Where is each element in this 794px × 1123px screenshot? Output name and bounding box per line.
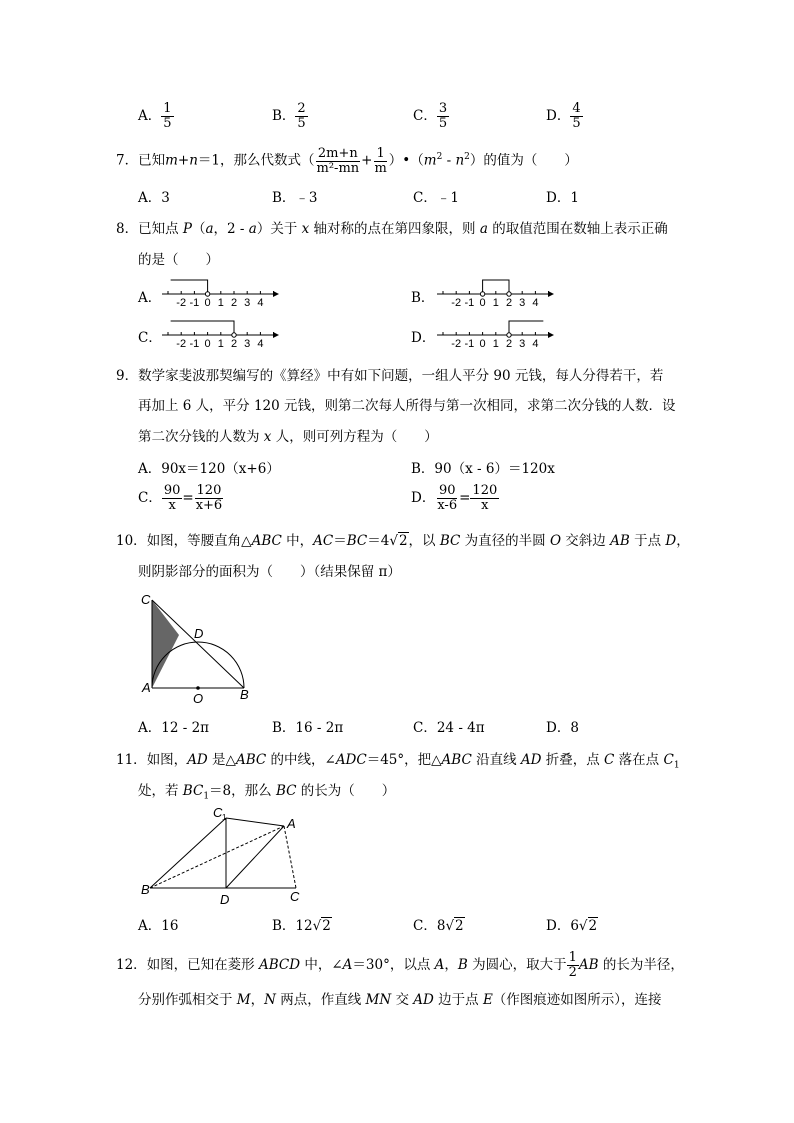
var: AD — [520, 752, 542, 768]
text: 分别作弧相交于 — [138, 992, 237, 1008]
label-d: D — [194, 626, 204, 641]
text: 折叠，点 — [541, 752, 605, 768]
text: ， — [250, 992, 265, 1008]
q8-stem-line2: 的是（ ） — [138, 252, 219, 268]
label-a: A — [287, 816, 296, 831]
option-label: D． — [546, 720, 571, 736]
option-label: B． — [272, 720, 296, 736]
tick-label: 4 — [257, 338, 264, 350]
var: BC — [275, 783, 297, 799]
numerator: 120 — [196, 483, 222, 498]
var: a — [248, 221, 257, 237]
tick-label: 1 — [492, 297, 499, 309]
var: B — [457, 957, 468, 973]
tick-label: 4 — [257, 297, 264, 309]
segment-ac — [284, 826, 296, 888]
denominator: x+6 — [195, 498, 223, 513]
denominator: x — [168, 498, 176, 513]
var: a — [479, 221, 488, 237]
sqrt: √2 — [389, 533, 408, 549]
fraction — [470, 484, 499, 513]
option-text: 3 — [161, 190, 170, 206]
numerator: 120 — [472, 483, 498, 498]
label-o: O — [193, 691, 204, 706]
q7-option-a[interactable] — [138, 186, 170, 206]
option-label: C． — [413, 108, 437, 124]
label-b: B — [240, 687, 249, 702]
open-endpoint — [480, 292, 484, 296]
option-label: A． — [138, 720, 162, 736]
q11-stem-line1 — [116, 748, 680, 771]
numerator: 2 — [297, 101, 306, 116]
open-endpoint — [232, 333, 236, 337]
var: AD — [413, 992, 434, 1008]
var: O — [549, 533, 562, 549]
var: A — [434, 957, 445, 973]
text: 为圆心，取大于 — [467, 957, 567, 973]
solution-bracket — [483, 280, 509, 292]
numerator: 90 — [163, 483, 181, 498]
var: ABCD — [258, 957, 301, 973]
denominator: m — [374, 160, 387, 176]
option-label: C． — [413, 190, 437, 206]
text: 的取值范围在数轴上表示正确 — [487, 221, 668, 237]
q8-number-line-c[interactable] — [160, 315, 285, 351]
text: ）关于 — [256, 221, 302, 237]
segment-bc1 — [150, 818, 226, 888]
var: E — [482, 992, 493, 1008]
text: ，以 — [408, 533, 440, 549]
var: BC — [182, 783, 204, 799]
tick-label: 2 — [230, 338, 238, 350]
open-endpoint — [507, 333, 511, 337]
text: 于点 — [629, 533, 666, 549]
var: m — [423, 152, 437, 169]
q10-figure — [136, 588, 266, 706]
text: - — [442, 152, 456, 169]
sup: 2 — [464, 152, 470, 162]
open-endpoint — [205, 292, 209, 296]
q11-figure — [136, 802, 316, 908]
denominator: 2 — [568, 965, 577, 980]
tick-label: 1 — [492, 338, 499, 350]
tick-label: -1 — [189, 297, 200, 309]
tick-label: 0 — [479, 338, 486, 350]
option-text: 24 - 4π — [436, 720, 485, 736]
text: = — [459, 490, 471, 506]
numerator: 3 — [438, 101, 448, 116]
q8-stem-line1 — [116, 217, 668, 237]
denominator: m²-mn — [316, 160, 360, 176]
numerator: 1 — [163, 101, 172, 116]
text: ＝ — [333, 533, 347, 549]
q8-option-b-label[interactable]: B． — [411, 290, 435, 306]
radicand: 2 — [322, 918, 331, 934]
q9-option-a[interactable] — [138, 457, 280, 477]
option-label: A． — [138, 918, 162, 934]
var: x — [301, 221, 310, 237]
option-label: B． — [272, 190, 296, 206]
option-label: D． — [411, 490, 436, 506]
segment-ba — [150, 826, 284, 888]
sub: 1 — [673, 760, 680, 771]
fraction-1 — [315, 147, 362, 176]
var: P — [182, 221, 192, 237]
option-label: C． — [413, 720, 437, 736]
fraction — [162, 484, 183, 513]
tick-label: -1 — [464, 338, 475, 350]
q9-option-b[interactable] — [411, 457, 555, 477]
tick-label: 0 — [204, 338, 211, 350]
text: 已知 — [138, 152, 166, 169]
var: AB — [578, 957, 599, 973]
fraction — [570, 102, 582, 131]
var: N — [264, 992, 276, 1008]
q10-option-b[interactable] — [272, 716, 343, 736]
text: 是△ — [207, 752, 236, 768]
fraction — [295, 102, 307, 131]
text: 如图， — [146, 752, 188, 768]
q12-stem-line2 — [138, 988, 662, 1008]
q6-option-d[interactable] — [546, 102, 583, 131]
var: A — [342, 957, 353, 973]
option-label: D． — [546, 108, 571, 124]
fraction — [435, 484, 459, 513]
solution-bracket — [509, 321, 543, 333]
text: 交斜边 — [561, 533, 611, 549]
text: + — [361, 152, 373, 169]
var: ABC — [235, 752, 267, 768]
var: M — [236, 992, 251, 1008]
tick-label: 3 — [519, 338, 526, 350]
open-endpoint — [507, 292, 511, 296]
text: （ — [191, 221, 206, 237]
fraction — [194, 484, 225, 513]
var: ABC — [441, 752, 472, 768]
option-text: 8 — [436, 918, 446, 934]
tick-label: -2 — [451, 297, 462, 309]
q10-stem-line1 — [116, 529, 690, 549]
denominator: 5 — [572, 116, 581, 131]
text: 已知点 — [138, 221, 183, 237]
tick-label: 3 — [244, 297, 251, 309]
var: x — [263, 429, 272, 445]
var: ADC — [335, 752, 367, 768]
tick-label: 2 — [230, 297, 238, 309]
numerator: 4 — [572, 101, 581, 116]
question-number: 12． — [116, 957, 147, 973]
question-number: 11． — [116, 752, 147, 768]
var: MN — [365, 992, 392, 1008]
option-label: C． — [138, 490, 162, 506]
q9-option-d[interactable] — [411, 484, 499, 513]
var: n — [455, 152, 465, 169]
fraction-2 — [372, 147, 388, 176]
numerator: 1 — [568, 950, 577, 965]
q8-option-a-label[interactable]: A． — [138, 290, 162, 306]
denominator: 5 — [297, 116, 306, 131]
tick-label: -2 — [176, 338, 187, 350]
text: 第二次分钱的人数为 — [138, 429, 264, 445]
q9-stem-line2: 再加上 6 人，平分 120 元钱，则第二次每人所得与第一次相同，求第二次分钱的人数．设 — [138, 398, 676, 414]
option-text: ﹣1 — [436, 190, 459, 206]
q11-option-d[interactable] — [546, 914, 598, 934]
text: ，2 - — [213, 221, 249, 237]
tick-label: 4 — [532, 297, 539, 309]
text: ）的值为（ ） — [469, 152, 578, 169]
text: 的中线，∠ — [266, 752, 336, 768]
text: 如图，已知在菱形 — [146, 957, 259, 973]
sup: 2 — [436, 152, 443, 162]
q11-option-c[interactable] — [413, 914, 465, 934]
question-number: 7． — [116, 152, 139, 169]
text: 为直径的半圆 — [460, 533, 550, 549]
var: m — [165, 152, 178, 169]
label-d: D — [220, 892, 230, 907]
sqrt: √2 — [312, 918, 331, 934]
option-label: B． — [272, 108, 296, 124]
tick-label: 1 — [217, 297, 224, 309]
q12-stem-line1 — [116, 950, 684, 980]
option-text: 6 — [570, 918, 579, 934]
radicand: 2 — [455, 918, 464, 934]
sub: 1 — [203, 791, 210, 802]
sqrt: √2 — [578, 918, 598, 934]
q7-option-c[interactable] — [413, 186, 459, 206]
tick-label: 2 — [505, 297, 513, 309]
tick-label: -1 — [464, 297, 475, 309]
tick-label: 3 — [519, 297, 526, 309]
text: 的长为（ ） — [296, 783, 396, 799]
point-o — [196, 686, 200, 690]
q6-option-c[interactable] — [413, 102, 449, 131]
q8-option-c-label[interactable]: C． — [138, 330, 162, 346]
tick-label: 1 — [217, 338, 224, 350]
text: ＝4 — [367, 533, 390, 549]
tick-label: -2 — [176, 297, 187, 309]
text: 处，若 — [138, 783, 183, 799]
var: AC — [313, 533, 334, 549]
q8-number-line-a[interactable] — [160, 274, 285, 310]
denominator: 5 — [163, 116, 172, 131]
text: 交 — [391, 992, 414, 1008]
option-text: 16 — [161, 918, 179, 934]
tick-label: 3 — [244, 338, 251, 350]
option-text: 1 — [570, 190, 579, 206]
text: ＝8，那么 — [209, 783, 276, 799]
tick-label: 2 — [505, 338, 513, 350]
option-text: 12 - 2π — [161, 720, 210, 736]
text: ）•（ — [388, 152, 424, 169]
q8-number-line-d[interactable] — [435, 315, 560, 351]
q10-option-c[interactable] — [413, 716, 485, 736]
text: 的长为半径， — [598, 957, 684, 973]
q10-stem-line2: 则阴影部分的面积为（ ）（结果保留 π） — [138, 564, 401, 580]
tick-label: 4 — [532, 338, 539, 350]
q10-option-d[interactable] — [546, 716, 579, 736]
text: ， — [676, 533, 690, 549]
q7-stem — [116, 140, 578, 178]
var: BC — [439, 533, 461, 549]
fraction — [161, 102, 173, 131]
option-label: A． — [138, 461, 162, 477]
q8-number-line-b[interactable] — [435, 274, 560, 310]
q10-option-a[interactable] — [138, 716, 209, 736]
option-label: D． — [546, 918, 571, 934]
option-label: A． — [138, 190, 162, 206]
option-label: C． — [413, 918, 437, 934]
question-number: 8． — [116, 221, 139, 237]
solution-bracket — [171, 321, 234, 333]
text: + — [177, 152, 190, 169]
numerator: 90 — [438, 483, 456, 498]
text: ＝1，那么代数式（ — [197, 152, 315, 169]
numerator: 2m+n — [317, 145, 358, 161]
numerator: 1 — [376, 145, 385, 161]
denominator: x — [481, 498, 489, 513]
option-text: 16 - 2π — [295, 720, 344, 736]
q11-option-a[interactable] — [138, 914, 178, 934]
radicand: 2 — [398, 533, 408, 549]
label-c1-sub: 1 — [222, 813, 227, 822]
tick-label: 0 — [204, 297, 211, 309]
option-label: B． — [272, 918, 296, 934]
text: 人，则可列方程为（ ） — [271, 429, 438, 445]
tick-label: 0 — [479, 297, 486, 309]
option-text: ﹣3 — [295, 190, 318, 206]
label-c1: C — [213, 805, 223, 820]
tick-label: -2 — [451, 338, 462, 350]
var: AD — [187, 752, 208, 768]
q11-stem-line2 — [138, 779, 395, 802]
q7-option-b[interactable] — [272, 186, 318, 206]
sqrt: √2 — [445, 918, 464, 934]
denominator: x-6 — [437, 498, 458, 513]
q8-option-d-label[interactable]: D． — [411, 330, 436, 346]
var: C — [663, 752, 674, 768]
var: D — [665, 533, 677, 549]
denominator: 5 — [438, 116, 448, 131]
text: 边于点 — [433, 992, 483, 1008]
q9-stem-line1 — [116, 364, 663, 384]
var: C — [604, 752, 615, 768]
text: ＝45°，把△ — [366, 752, 442, 768]
label-c: C — [290, 889, 300, 904]
option-label: A． — [138, 108, 162, 124]
label-b: B — [141, 882, 150, 897]
q6-option-a[interactable] — [138, 102, 174, 131]
text: 沿直线 — [471, 752, 521, 768]
option-text: 12 — [295, 918, 313, 934]
option-text: 8 — [570, 720, 579, 736]
question-number: 10． — [116, 533, 147, 549]
text: = — [182, 490, 194, 506]
q9-option-c[interactable] — [138, 484, 224, 513]
radicand: 2 — [588, 918, 598, 934]
text: ＝30°，以点 — [352, 957, 435, 973]
var: n — [189, 152, 198, 169]
text: （作图痕迹如图所示），连接 — [492, 992, 662, 1008]
var: ABC — [251, 533, 282, 549]
text: ， — [444, 957, 458, 973]
label-a: A — [142, 680, 151, 695]
q9-stem-line3 — [138, 425, 438, 445]
text: 轴对称的点在第四象限，则 — [309, 221, 480, 237]
text: 如图，等腰直角△ — [146, 533, 252, 549]
segment-c1a — [226, 818, 284, 826]
label-c: C — [141, 592, 151, 607]
option-text: 90x＝120（x+6） — [161, 461, 280, 477]
q6-option-b[interactable] — [272, 102, 308, 131]
option-label: B． — [411, 461, 435, 477]
text: 数学家斐波那契编写的《算经》中有如下问题，一组人平分 90 元钱，每人分得若干，若 — [138, 368, 664, 384]
solution-bracket — [171, 280, 208, 292]
text: 中， — [281, 533, 314, 549]
var: a — [205, 221, 214, 237]
q7-option-d[interactable] — [546, 186, 579, 206]
tick-label: -1 — [189, 338, 200, 350]
fraction-half — [567, 951, 579, 980]
text: 中，∠ — [300, 957, 343, 973]
option-text: 90（x - 6）＝120x — [434, 461, 555, 477]
q11-option-b[interactable] — [272, 914, 332, 934]
var: AB — [610, 533, 630, 549]
option-label: D． — [546, 190, 571, 206]
segment-da — [226, 826, 284, 888]
question-number: 9． — [116, 368, 139, 384]
text: 落在点 — [614, 752, 664, 768]
fraction — [437, 102, 449, 131]
text: 两点，作直线 — [275, 992, 366, 1008]
var: BC — [346, 533, 368, 549]
